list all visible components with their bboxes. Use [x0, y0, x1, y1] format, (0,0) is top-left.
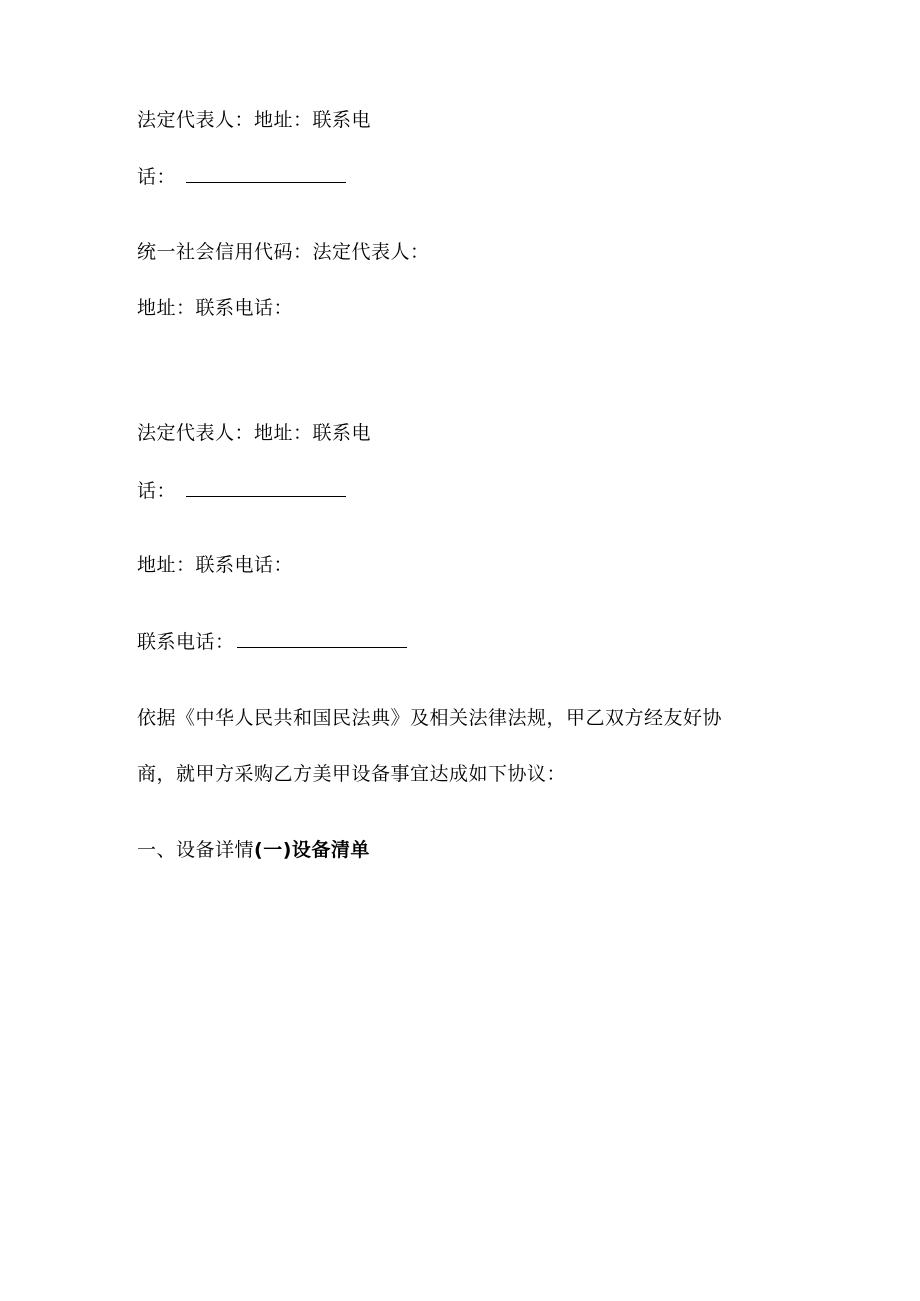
party-b-phone-blank: [186, 478, 346, 497]
preamble-line-2: [137, 762, 566, 786]
preamble-text-2: 商，就甲方采购乙方美甲设备事宜达成如下协议：: [137, 763, 567, 785]
section-heading: [137, 838, 370, 862]
address-phone-line: [137, 296, 293, 320]
preamble-line-1: [137, 706, 722, 730]
party-a-phone-line: [137, 164, 346, 189]
section-heading-sub: (一)设备清单: [254, 839, 370, 861]
party-a-phone-label: 话：: [137, 166, 177, 188]
party-b-rep-address-line: [137, 421, 371, 445]
party-a-rep-address-text: 法定代表人：地址：联系电: [137, 109, 372, 131]
preamble-text-1: 依据《中华人民共和国民法典》及相关法律法规，甲乙双方经友好协: [137, 707, 723, 729]
address-phone-text: 地址：联系电话：: [137, 297, 294, 319]
contact-phone-line: [137, 629, 407, 654]
party-a-phone-blank: [186, 164, 346, 183]
address-phone-line-2: [137, 553, 293, 577]
credit-code-text: 统一社会信用代码：法定代表人：: [137, 241, 430, 263]
party-b-rep-address-text: 法定代表人：地址：联系电: [137, 422, 372, 444]
party-a-rep-address-line: [137, 108, 371, 132]
party-b-phone-label: 话：: [137, 480, 177, 502]
address-phone-text-2: 地址：联系电话：: [137, 554, 294, 576]
party-b-phone-line: [137, 478, 346, 503]
contact-phone-blank: [237, 629, 407, 648]
section-heading-main: 一、设备详情: [137, 839, 255, 861]
credit-code-line: [137, 240, 430, 264]
contact-phone-label: 联系电话：: [137, 631, 235, 653]
